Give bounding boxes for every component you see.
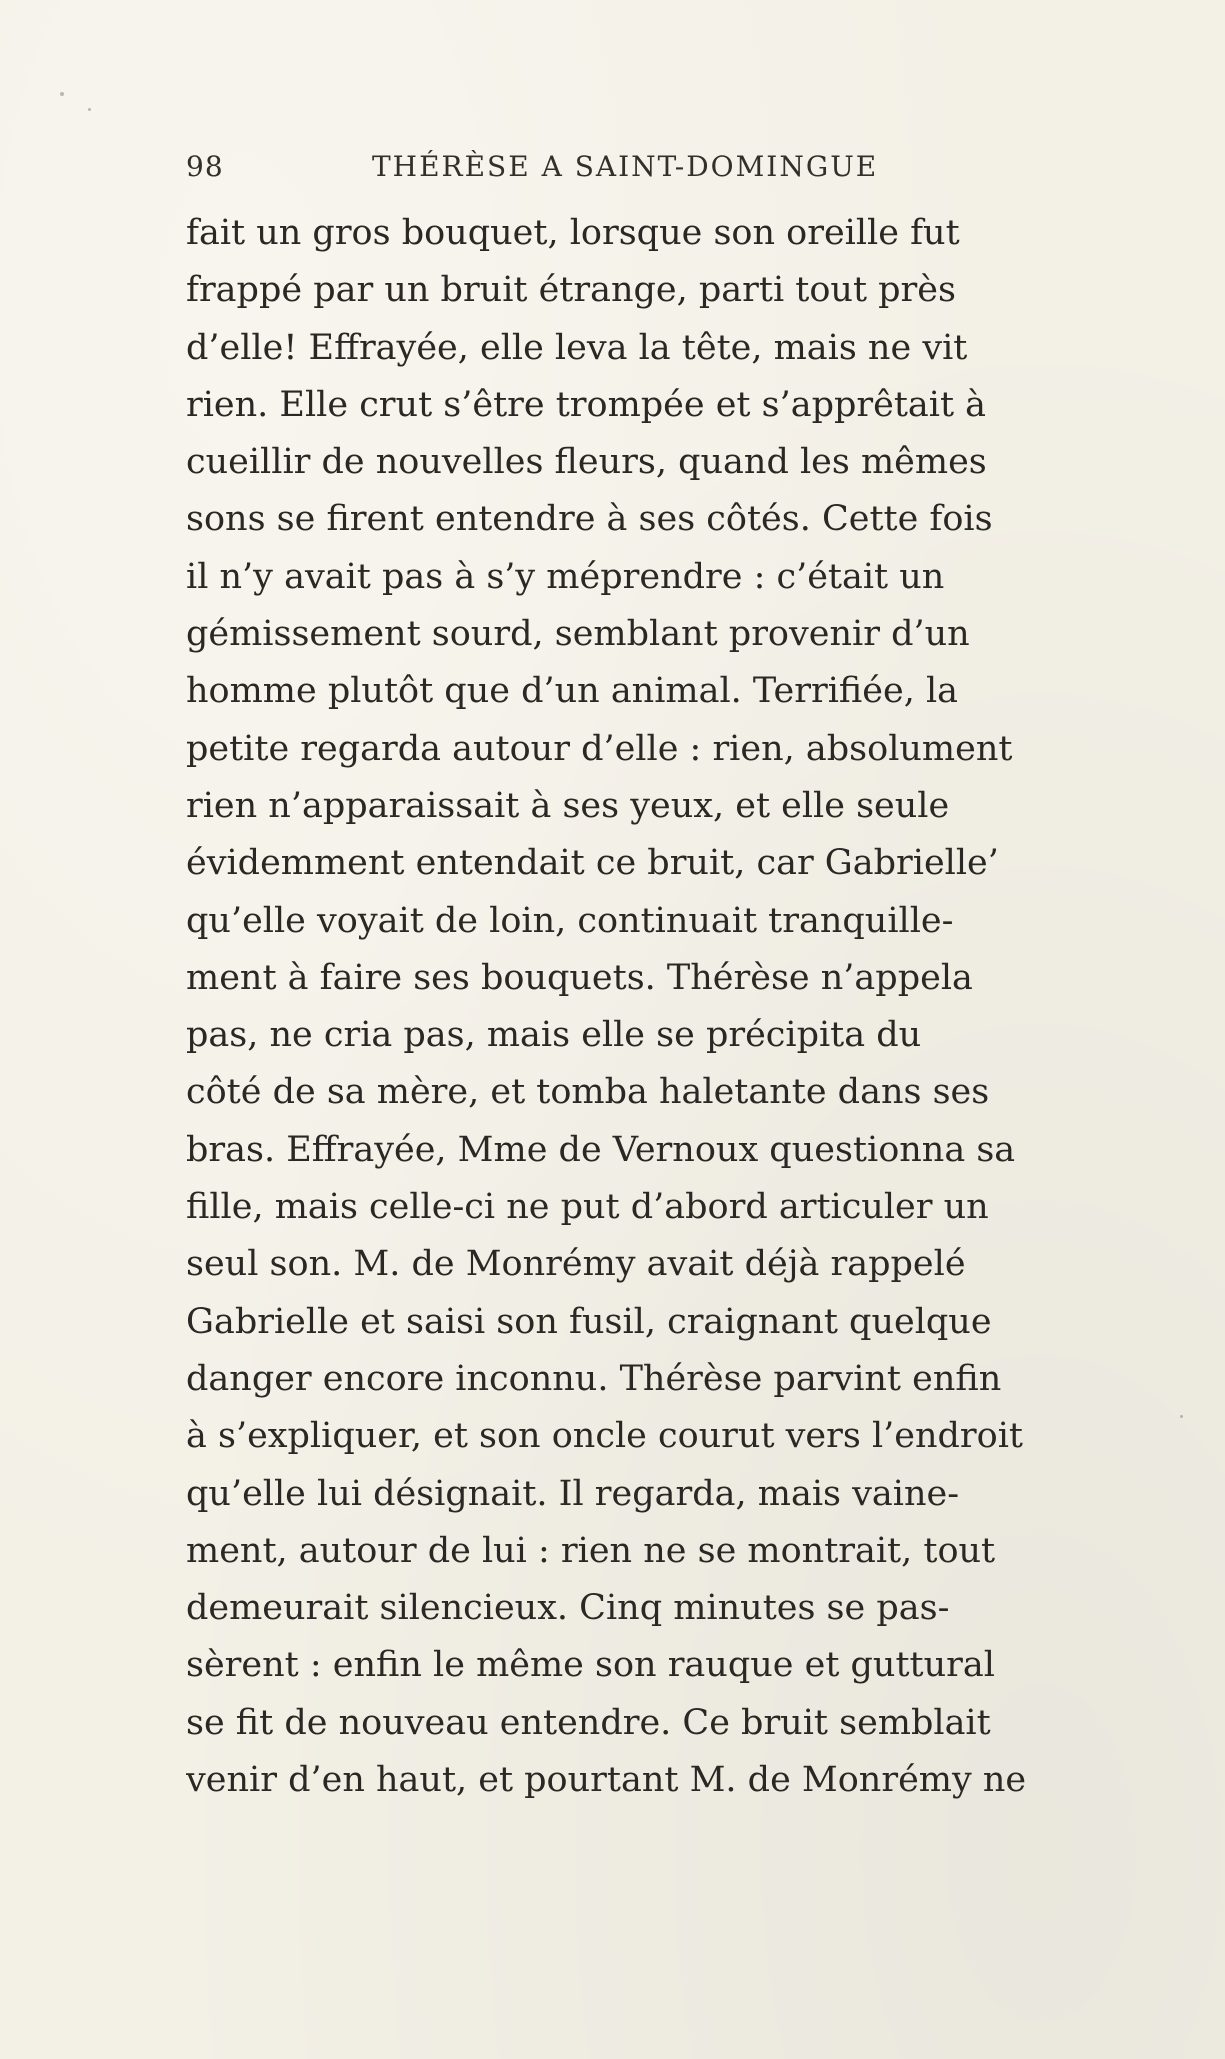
text-line: à s’expliquer, et son oncle courut vers l’endroit bbox=[186, 1416, 1023, 1457]
text-line: qu’elle voyait de loin, continuait tranquille- bbox=[186, 900, 954, 941]
page-number: 98 bbox=[186, 150, 224, 183]
text-line: seul son. M. de Monrémy avait déjà rappelé bbox=[186, 1244, 966, 1285]
text-line: d’elle! Effrayée, elle leva la tête, mais ne vit bbox=[186, 327, 968, 368]
text-line: rien n’apparaissait à ses yeux, et elle seule bbox=[186, 785, 950, 826]
text-line: ment à faire ses bouquets. Thérèse n’appela bbox=[186, 957, 973, 998]
text-line: homme plutôt que d’un animal. Terrifiée, la bbox=[186, 671, 958, 712]
text-line: danger encore inconnu. Thérèse parvint enfin bbox=[186, 1358, 1002, 1399]
text-line: ment, autour de lui : rien ne se montrait, tout bbox=[186, 1530, 996, 1571]
text-line: pas, ne cria pas, mais elle se précipita du bbox=[186, 1015, 922, 1056]
text-line: qu’elle lui désignait. Il regarda, mais vaine- bbox=[186, 1473, 960, 1514]
text-line: se fit de nouveau entendre. Ce bruit semblait bbox=[186, 1702, 991, 1743]
text-line: venir d’en haut, et pourtant M. de Monrémy ne bbox=[186, 1760, 1027, 1801]
text-line: cueillir de nouvelles fleurs, quand les mêmes bbox=[186, 442, 987, 483]
text-line: rien. Elle crut s’être trompée et s’apprêtait à bbox=[186, 384, 987, 425]
body-text bbox=[186, 205, 1108, 1809]
running-title: THÉRÈSE A SAINT-DOMINGUE bbox=[372, 150, 879, 183]
text-line: côté de sa mère, et tomba haletante dans ses bbox=[186, 1072, 990, 1113]
text-line: frappé par un bruit étrange, parti tout près bbox=[186, 270, 956, 311]
paper-speck bbox=[88, 108, 91, 111]
paper-speck bbox=[1180, 1415, 1183, 1418]
text-line: bras. Effrayée, Mme de Vernoux questionna sa bbox=[186, 1129, 1016, 1170]
text-line: fait un gros bouquet, lorsque son oreille fut bbox=[186, 213, 960, 253]
paper-speck bbox=[60, 92, 64, 96]
text-line: demeurait silencieux. Cinq minutes se pas- bbox=[186, 1588, 950, 1629]
text-line: fille, mais celle-ci ne put d’abord articuler un bbox=[186, 1187, 989, 1228]
text-line: sons se firent entendre à ses côtés. Cette fois bbox=[186, 499, 993, 540]
text-line: évidemment entendait ce bruit, car Gabrielle’ bbox=[186, 843, 999, 884]
text-line: petite regarda autour d’elle : rien, absolument bbox=[186, 728, 1013, 769]
text-line: Gabrielle et saisi son fusil, craignant quelque bbox=[186, 1301, 992, 1342]
text-line: il n’y avait pas à s’y méprendre : c’était un bbox=[186, 556, 945, 597]
page-header bbox=[186, 150, 1108, 190]
text-line: gémissement sourd, semblant provenir d’un bbox=[186, 614, 970, 655]
text-line: sèrent : enfin le même son rauque et guttural bbox=[186, 1645, 995, 1686]
